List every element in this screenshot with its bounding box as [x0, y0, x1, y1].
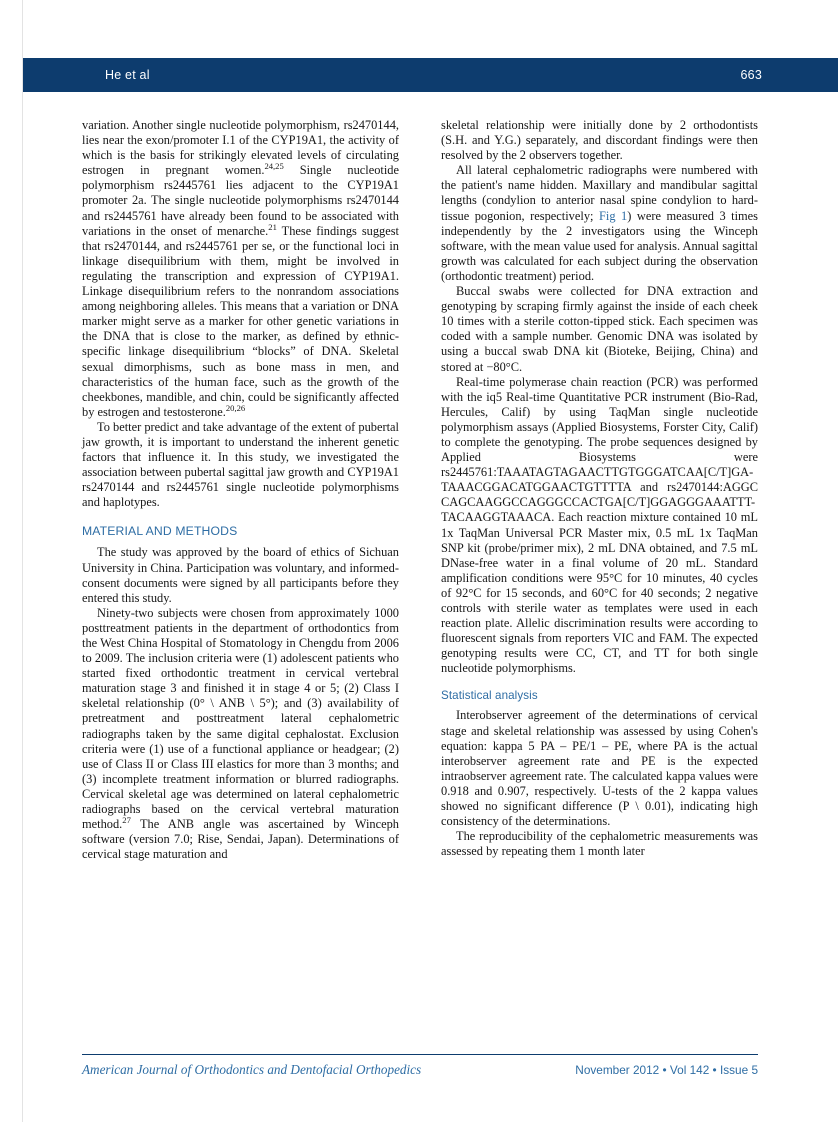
paragraph: Ninety-two subjects were chosen from approximately 1000 posttreatment patients in the department of orthodontics from the West China Hospital of Stomatology in Chengdu from 2006 to 2009. The inclusion criteria were (1) adolescent patients who started fixed orthodontic treatment in cervical vertebral maturation stage 3 and finished it in stage 4 or 5; (2) Class I skeletal relationship (0° \ ANB \ 5°); and (3) availability of pretreatment and posttreatment lateral cephalometric radiographs taken by the same digital cephalostat. Exclusion criteria were (1) use of a functional appliance or headgear; (2) use of Class II or Class III elastics for more than 3 months; and (3) incomplete treatment information or blurred radiographs. Cervical skeletal age was determined on lateral cephalometric radiographs based on the cervical vertebral maturation method.$^{27}$ The ANB angle was ascertained by Winceph software (version 7.0; Rise, Sendai, Japan). Determinations of cervical stage maturation and: [82, 605, 399, 862]
paragraph: The study was approved by the board of ethics of Sichuan University in China. Participation was voluntary, and informed-consent documents were signed by all participants before they entered this study.: [82, 545, 399, 605]
paragraph: Real-time polymerase chain reaction (PCR) was performed with the iq5 Real-time Quantitative PCR instrument (Bio-Rad, Hercules, Calif) by using TaqMan single nucleotide polymorphism assays (Applied Biosystems, Forster City, Calif) to complete the genotyping. The probe sequences designed by Applied Biosystems were rs2445761:TAAATAGTAGAACTTGTGGGATCAA[C/T]GA-TAAACGGACATGGAACTGTTTTA and rs2470144:AGGC CAGCAAGGCCAGGGCCACTGA[C/T]GGAGGGAAATTT-TACAAGGTAAACA. Each reaction mixture contained 10 mL 1x TaqMan Universal PCR Master mix, 0.5 mL 1x TaqMan SNP kit (probe/primer mix), 2 mL DNA obtained, and 7.5 mL DNase-free water in a final volume of 20 mL. Standard amplification conditions were 95°C for 10 minutes, 40 cycles of 92°C for 15 seconds, and 60°C for 40 seconds; 2 negative controls with sterile water as templates were used in each reaction plate. Allelic discrimination results were according to fluorescent signals from reporters VIC and FAM. The expected genotyping results were CC, CT, and TT for both single nucleotide polymorphisms.: [441, 374, 758, 676]
subsection-heading-statistical-analysis: Statistical analysis: [441, 689, 538, 703]
paragraph: All lateral cephalometric radiographs were numbered with the patient's name hidden. Maxillary and mandibular sagittal lengths (condylion to anterior nasal spine condylion to hard-tissue pogonion, respectively; Fig 1) were measured 3 times independently by the 2 investigators using the Winceph software, with the mean value used for analysis. Annual sagittal growth was calculated for each subject during the observation (orthodontic treatment) period.: [441, 163, 759, 283]
footer-journal-name: American Journal of Orthodontics and Dentofacial Orthopedics: [82, 1062, 422, 1077]
page-left-margin-rule: [0, 0, 23, 1122]
page-footer: [82, 1062, 758, 1078]
page-bottom-margin: [23, 1098, 838, 1122]
footer-issue-info: November 2012 • Vol 142 • Issue 5: [575, 1063, 758, 1077]
footer-divider: [82, 1054, 758, 1055]
left-column: [82, 118, 399, 862]
header-author-text: He et al: [105, 68, 150, 82]
right-column: [441, 118, 758, 862]
paragraph: The reproducibility of the cephalometric measurements was assessed by repeating them 1 month later: [441, 829, 758, 859]
header-page-number: 663: [740, 68, 762, 82]
section-heading-material-and-methods: MATERIAL AND METHODS: [82, 524, 238, 539]
paragraph: To better predict and take advantage of the extent of pubertal jaw growth, it is important to understand the inherent genetic factors that influence it. In this study, we investigated the association between pubertal sagittal jaw growth and CYP19A1 rs2470144 and rs2445761 single nucleotide polymorphisms and haplotypes.: [82, 419, 399, 510]
paragraph: Interobserver agreement of the determinations of cervical stage and skeletal relationship was assessed by using Cohen's equation: kappa 5 PA – PE/1 – PE, where PA is the actual interobserver agreement rate and PE is the expected intraobserver agreement rate. The calculated kappa values were 0.918 and 0.907, respectively. U-tests of the 2 kappa values showed no significant difference (P \ 0.01), indicating high consistency of the determinations.: [441, 708, 758, 829]
paragraph: variation. Another single nucleotide polymorphism, rs2470144, lies near the exon/promoter I.1 of the CYP19A1, the activity of which is the basis for strikingly elevated levels of circulating estrogen in pregnant women.$^{24,25}$ Single nucleotide polymorphism rs2445761 lies adjacent to the CYP19A1 promoter 2a. The single nucleotide polymorphisms rs2470144 and rs2445761 have already been found to be associated with variations in the onset of menarche.$^{21}$ These findings suggest that rs2470144, and rs2445761 per se, or the functional loci in linkage disequilibrium with them, might be involved in regulating the transcription and expression of CYP19A1. Linkage disequilibrium refers to the nonrandom associations among neighboring alleles. This means that a variation or DNA marker might serve as a marker for other genetic variations in the DNA that is close to the marker, as defined by ethnic-specific linkage disequilibrium “blocks” of DNA. Skeletal sexual dimorphisms, such as bone mass in men, and characteristics of the human face, such as the growth of the cheekbones, mandible, and chin, could be significantly affected by estrogen and testosterone.$^{20,26}$: [82, 118, 399, 419]
paragraph: skeletal relationship were initially done by 2 orthodontists (S.H. and Y.G.) separately, and discordant findings were then resolved by the 2 observers together.: [441, 118, 758, 163]
paragraph: Buccal swabs were collected for DNA extraction and genotyping by scraping firmly against the inside of each cheek 10 times with a sterile cotton-tipped stick. Each specimen was coded with a sample number. Genomic DNA was isolated by using a buccal swab DNA kit (Bioteke, Beijing, China) and stored at −80°C.: [441, 284, 758, 374]
page-header-bar: [23, 58, 838, 92]
article-body: [82, 118, 758, 862]
